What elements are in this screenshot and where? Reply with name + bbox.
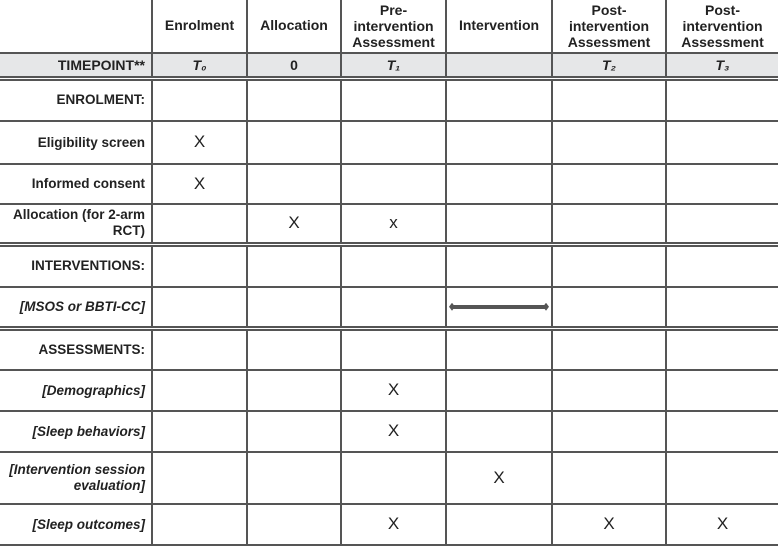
schedule-cell: [247, 411, 341, 452]
timepoint-value: T₃: [666, 53, 778, 78]
scheduled-mark: X: [716, 514, 729, 533]
schedule-cell: [446, 121, 552, 164]
row-label: Informed consent: [0, 164, 152, 204]
row-label: [Sleep outcomes]: [0, 504, 152, 545]
table-row: [0, 121, 778, 164]
schedule-cell: [341, 504, 446, 545]
schedule-cell: [666, 370, 778, 411]
schedule-cell: [552, 164, 666, 204]
schedule-cell: [446, 370, 552, 411]
schedule-cell: [341, 411, 446, 452]
schedule-cell: [446, 204, 552, 244]
schedule-cell: [666, 287, 778, 328]
schedule-cell: [341, 287, 446, 328]
schedule-cell: [446, 328, 552, 370]
table-row: [0, 411, 778, 452]
row-label: ENROLMENT:: [0, 78, 152, 121]
schedule-cell: [247, 121, 341, 164]
column-header: Post-intervention Assessment: [552, 0, 666, 53]
column-header: Allocation: [247, 0, 341, 53]
schedule-cell: [152, 121, 247, 164]
timepoint-label: TIMEPOINT**: [0, 53, 152, 78]
schedule-cell: [247, 244, 341, 287]
schedule-cell: [666, 504, 778, 545]
row-label: [Intervention session evaluation]: [0, 452, 152, 504]
column-header: Pre-intervention Assessment: [341, 0, 446, 53]
timepoint-value: T₀: [152, 53, 247, 78]
table-row: [0, 164, 778, 204]
schedule-cell: [152, 452, 247, 504]
schedule-cell: [247, 504, 341, 545]
table-row: [0, 452, 778, 504]
table-row: [0, 504, 778, 545]
column-header: Intervention: [446, 0, 552, 53]
schedule-cell: [666, 328, 778, 370]
row-label: [Demographics]: [0, 370, 152, 411]
schedule-cell: [247, 204, 341, 244]
schedule-cell: [247, 452, 341, 504]
schedule-cell: [152, 287, 247, 328]
table-row: [0, 204, 778, 244]
schedule-cell: [446, 287, 552, 328]
schedule-cell: [666, 452, 778, 504]
schedule-cell: [552, 204, 666, 244]
schedule-cell: [552, 244, 666, 287]
schedule-cell: [341, 164, 446, 204]
timepoint-value: [446, 53, 552, 78]
row-label: ASSESSMENTS:: [0, 328, 152, 370]
schedule-cell: [552, 411, 666, 452]
scheduled-mark: X: [493, 467, 505, 487]
row-label: [Sleep behaviors]: [0, 411, 152, 452]
schedule-cell: [341, 452, 446, 504]
scheduled-mark: X: [193, 173, 206, 193]
schedule-cell: [247, 370, 341, 411]
schedule-cell: [666, 411, 778, 452]
schedule-cell: [341, 328, 446, 370]
table-row: [0, 287, 778, 328]
table-row: [0, 328, 778, 370]
timepoint-value: T₁: [341, 53, 446, 78]
schedule-cell: [446, 244, 552, 287]
scheduled-mark: X: [288, 212, 300, 232]
schedule-cell: [446, 78, 552, 121]
schedule-cell: [247, 328, 341, 370]
scheduled-mark: X: [387, 514, 400, 533]
header-row: [0, 0, 778, 53]
schedule-cell: [552, 504, 666, 545]
row-label: Allocation (for 2-arm RCT): [0, 204, 152, 244]
schedule-cell: [446, 411, 552, 452]
schedule-cell: [552, 328, 666, 370]
schedule-cell: [341, 78, 446, 121]
schedule-cell: [152, 370, 247, 411]
schedule-cell: [666, 164, 778, 204]
row-label: INTERVENTIONS:: [0, 244, 152, 287]
schedule-cell: [152, 504, 247, 545]
row-label: [MSOS or BBTI-CC]: [0, 287, 152, 328]
timepoint-value: T₂: [552, 53, 666, 78]
schedule-cell: [552, 287, 666, 328]
schedule-cell: [666, 78, 778, 121]
scheduled-mark: X: [603, 514, 615, 533]
schedule-cell: [666, 204, 778, 244]
schedule-cell: [341, 204, 446, 244]
timepoint-row: [0, 53, 778, 78]
schedule-cell: [552, 78, 666, 121]
schedule-cell: [666, 244, 778, 287]
scheduled-mark: X: [193, 132, 206, 151]
schedule-cell: [152, 244, 247, 287]
schedule-cell: [247, 164, 341, 204]
schedule-cell: [552, 121, 666, 164]
scheduled-mark: x: [389, 212, 398, 232]
timepoint-value: 0: [247, 53, 341, 78]
schedule-cell: [152, 164, 247, 204]
scheduled-mark: X: [387, 421, 400, 440]
column-header: Post-intervention Assessment: [666, 0, 778, 53]
schedule-cell: [341, 370, 446, 411]
row-label: Eligibility screen: [0, 121, 152, 164]
scheduled-mark: X: [387, 380, 400, 399]
schedule-cell: [152, 204, 247, 244]
column-header: Enrolment: [152, 0, 247, 53]
schedule-cell: [152, 78, 247, 121]
schedule-cell: [341, 121, 446, 164]
corner-cell: [0, 0, 152, 53]
schedule-cell: [446, 164, 552, 204]
table-row: [0, 370, 778, 411]
schedule-cell: [666, 121, 778, 164]
table-row: [0, 244, 778, 287]
schedule-cell: [552, 452, 666, 504]
schedule-cell: [446, 452, 552, 504]
schedule-cell: [247, 78, 341, 121]
schedule-cell: [247, 287, 341, 328]
schedule-cell: [152, 328, 247, 370]
schedule-cell: [341, 244, 446, 287]
schedule-cell: [152, 411, 247, 452]
table-row: [0, 78, 778, 121]
duration-arrow: [449, 302, 549, 312]
schedule-cell: [552, 370, 666, 411]
schedule-cell: [446, 504, 552, 545]
